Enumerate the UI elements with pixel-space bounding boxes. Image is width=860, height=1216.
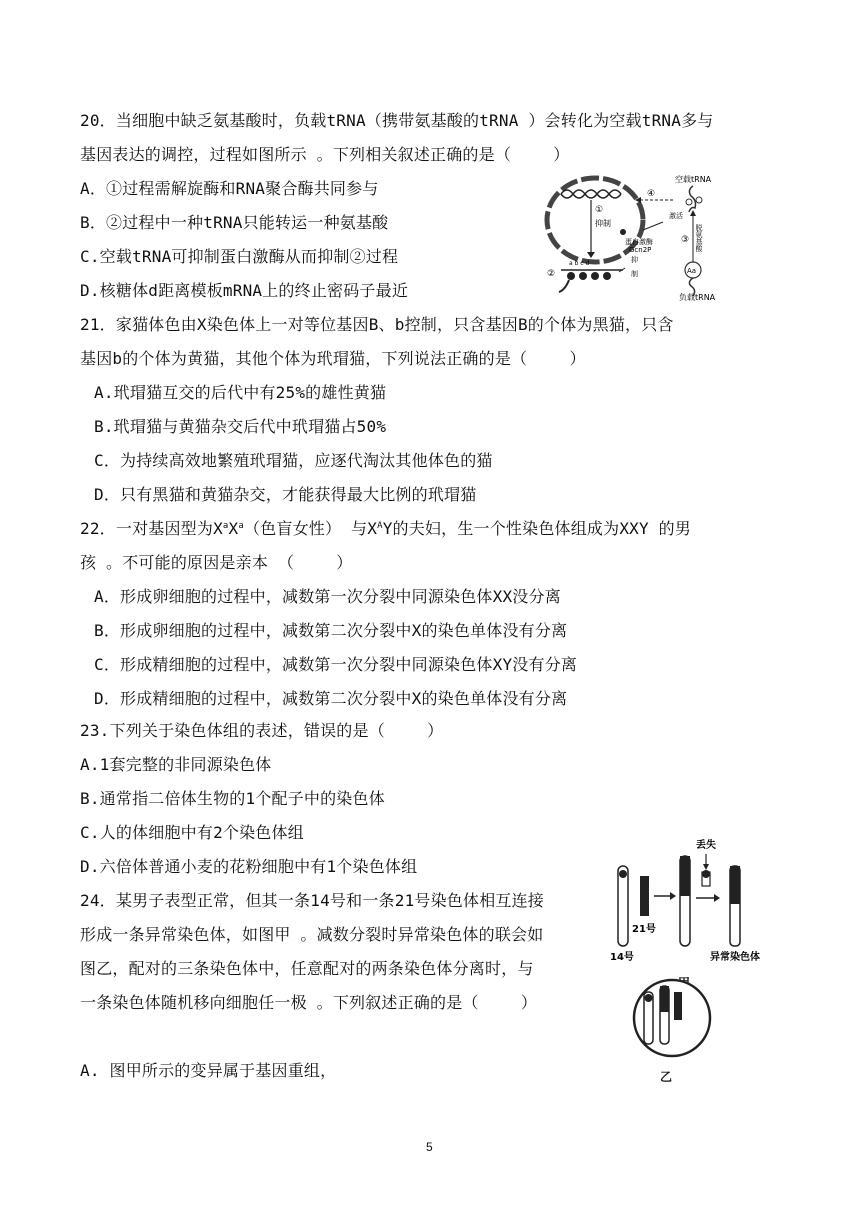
- q20-option-d: D.核糖体d距离模板mRNA上的终止密码子最近: [80, 281, 409, 300]
- q20-option-a: A．①过程需解旋酶和RNA聚合酶共同参与: [80, 179, 379, 198]
- q20-fig-ribo-letters: a b c d: [569, 260, 590, 267]
- q24-stem-line1: 24．某男子表型正常，但其一条14号和一条21号染色体相互连接: [80, 891, 544, 910]
- q23-stem: 23.下列关于染色体组的表述，错误的是（ ）: [80, 721, 444, 740]
- q21-option-a: A.玳瑁猫互交的后代中有25%的雄性黄猫: [94, 383, 387, 402]
- q20-stem-line2: 基因表达的调控，过程如图所示 。下列相关叙述正确的是（ ）: [80, 145, 570, 164]
- q20-option-c: C.空载tRNA可抑制蛋白激酶从而抑制②过程: [80, 247, 399, 266]
- q22-stem-post: Y的夫妇，生一个性染色体组成为XXY 的男: [382, 519, 692, 538]
- q22-stem-line1: [80, 518, 691, 540]
- q20-fig-label-inhibit: 抑制: [595, 219, 611, 228]
- q20-fig-label-activate: 激活: [669, 212, 683, 220]
- q20-fig-n4: ④: [647, 189, 656, 199]
- q21-option-c: C．为持续高效地繁殖玳瑁猫，应逐代淘汰其他体色的猫: [94, 451, 493, 470]
- q20-fig-label-inhibit2: 抑: [631, 256, 638, 264]
- q23-option-c: C.人的体细胞中有2个染色体组: [80, 823, 304, 842]
- q23-option-b: B.通常指二倍体生物的1个配子中的染色体: [80, 789, 385, 808]
- q23-option-a: A.1套完整的非同源染色体: [80, 755, 272, 774]
- q20-fig-n2: ②: [547, 269, 556, 279]
- q20-diagram: [543, 172, 733, 302]
- q20-stem-line1: 20．当细胞中缺乏氨基酸时，负载tRNA（携带氨基酸的tRNA ）会转化为空载tRNA多与: [80, 111, 714, 130]
- q22-sup2: a: [238, 521, 244, 531]
- q21-stem-line1: 21．家猫体色由X染色体上一对等位基因B、b控制，只含基因B的个体为黑猫，只含: [80, 315, 674, 334]
- q24-diagram-jia: [610, 836, 782, 966]
- q22-stem-pre: 22．一对基因型为X: [80, 519, 223, 538]
- q20-fig-label-loaded-trna: 负载tRNA: [679, 293, 716, 302]
- page-number: 5: [426, 1140, 433, 1154]
- q20-fig-label-deacyl: 脱氨基酸: [695, 224, 703, 252]
- q22-option-b: B．形成卵细胞的过程中，减数第二次分裂中X的染色单体没有分离: [94, 621, 568, 640]
- q21-option-b: B.玳瑁猫与黄猫杂交后代中玳瑁猫占50%: [94, 417, 387, 436]
- q20-fig-label-gcn: Gcn2P: [629, 246, 652, 254]
- q20-fig-label-empty-trna: 空载tRNA: [675, 175, 712, 184]
- q20-option-b: B．②过程中一种tRNA只能转运一种氨基酸: [80, 213, 389, 232]
- q24-fig-label-yi: 乙: [660, 1070, 673, 1084]
- q23-option-d: D.六倍体普通小麦的花粉细胞中有1个染色体组: [80, 857, 418, 876]
- q24-fig-label-21: 21号: [632, 924, 656, 935]
- q20-fig-n1: ①: [595, 205, 604, 215]
- q24-fig-label-lost: 丢失: [696, 840, 716, 851]
- q24-stem-line4: 一条染色体随机移向细胞任一极 。下列叙述正确的是（ ）: [80, 993, 538, 1012]
- q20-fig-label-inhibit3: 制: [631, 270, 638, 278]
- q20-fig-label-kinase: 蛋白激酶: [625, 238, 653, 246]
- q24-diagram-yi: [622, 976, 732, 1060]
- q22-sup3: A: [377, 521, 383, 531]
- q20-fig-n3: ③: [681, 235, 690, 245]
- q24-stem-line3: 图乙，配对的三条染色体中，任意配对的两条染色体分离时，与: [80, 959, 534, 978]
- q22-option-d: D．形成精细胞的过程中，减数第二次分裂中X的染色单体没有分离: [94, 689, 568, 708]
- q22-sup1: a: [222, 521, 229, 531]
- q24-fig-label-abnormal: 异常染色体: [710, 952, 760, 963]
- q21-stem-line2: 基因b的个体为黄猫，其他个体为玳瑁猫，下列说法正确的是（ ）: [80, 349, 586, 368]
- q22-option-a: A．形成卵细胞的过程中，减数第一次分裂中同源染色体XX没分离: [94, 587, 561, 606]
- q21-option-d: D．只有黑猫和黄猫杂交，才能获得最大比例的玳瑁猫: [94, 485, 477, 504]
- q24-fig-label-14: 14号: [610, 952, 634, 963]
- q22-stem-line2: 孩 。不可能的原因是亲本 （ ）: [80, 553, 353, 572]
- q22-stem-mid2: （色盲女性） 与X: [244, 519, 378, 538]
- q20-fig-label-aa: Aa: [687, 267, 697, 275]
- q24-option-a: A. 图甲所示的变异属于基因重组，: [80, 1061, 337, 1080]
- q22-stem-mid: X: [228, 519, 239, 538]
- q22-option-c: C．形成精细胞的过程中，减数第一次分裂中同源染色体XY没有分离: [94, 655, 578, 674]
- q24-stem-line2: 形成一条异常染色体，如图甲 。减数分裂时异常染色体的联会如: [80, 925, 544, 944]
